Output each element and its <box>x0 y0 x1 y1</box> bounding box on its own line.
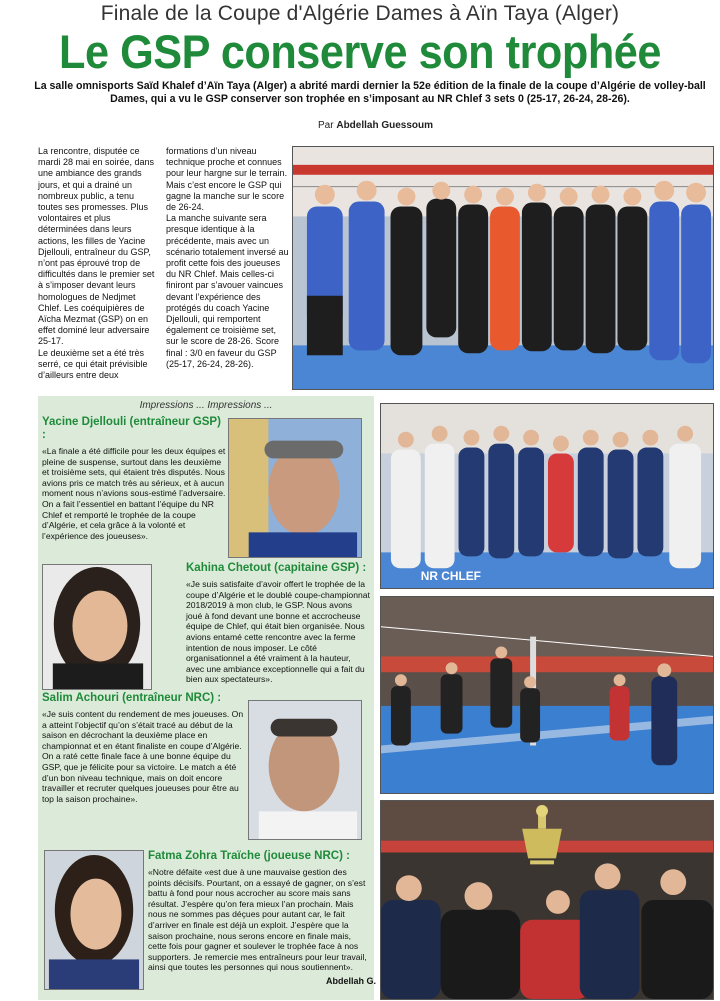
impressions-title: Impressions ... Impressions ... <box>139 400 273 411</box>
quote-block-traiche <box>148 850 372 973</box>
team-photo-gsp <box>292 146 714 390</box>
article-text-col1: La rencontre, disputée ce mardi 28 mai en soirée, dans une ambiance des grands jours, et qui a drainé un nombreux public, a tenu toutes ses promesses. Plus volontaires et plus déterminées dans leurs actions, les filles de Yacine Djellouli, entraîneur du GSP, n’ont pas éprouvé trop de difficultés dans le premier set à s’imposer devant leurs homologues de Nedjmet Chlef. Les coéquipières de Aïcha Mezmat (GSP) on en effet dominé leur adversaire 25-17. Le deuxième set a été très serré, ce qui était prévisible d’ailleurs entre deux <box>38 146 155 381</box>
article-column-2 <box>166 146 290 370</box>
quote-text: «La finale a été difficile pour les deux équipes et pleine de suspense, surtout dans les deuxième et troisième sets, qui étaient très disputés. Nous avions pris ce match très au sérieux, et à aucun moment nous n’avions sous-estimé l’adversaire. On a fait l’essentiel en battant l’équipe du NR Chlef et remporté le trophée de la coupe d’Algérie, et cela grâce à la volonté et l’expérience des joueuses». <box>42 446 226 541</box>
quote-name: Yacine Djellouli (entraîneur GSP) : <box>42 416 221 441</box>
quote-text: «Je suis satisfaite d’avoir offert le trophée de la coupe d’Algérie et le doublé coupe-championnat 2018/2019 à mon club, le GSP. Nous avons joué à fond devant une bonne et accrocheuse équipe de Chlef, qui était bien organisée. Nous avions entamé cette rencontre avec la ferme intention de nous imposer. Le côté organisationnel a été vraiment à la hauteur, avec une ambiance exceptionnelle qui a fait du bien aux spectateurs». <box>186 579 370 685</box>
quote-block-achouri <box>42 692 248 804</box>
quote-block-djellouli <box>42 416 226 541</box>
article-text-col2: formations d’un niveau technique proche et connues pour leur hargne sur le terrain. Mais c’est encore le GSP qui gagne la manche sur le score de 26-24. La manche suivante sera presque identique à la précédente, mais avec un scénario totalement inversé au profit cette fois des joueuses du NR Chlef. Mais celles-ci finiront par s’avouer vaincues devant l’expérience des protégés du coach Yacine Djellouli, qui remportent également ce troisième set, sur le score de 28-26. Score final : 3/0 en faveur du GSP (25-17, 26-24, 28-26). <box>166 146 289 369</box>
quote-text: «Je suis content du rendement de mes joueuses. On a atteint l’objectif qu’on s’était tracé au début de la saison en décrochant la deuxième place en championnat et en étant finaliste en coupe d’Algérie. On a raté cette finale face à une bonne équipe du GSP, que je félicite pour sa victoire. Le match a été d’un bon niveau technique, mais on doit encore travailler et recruter quelques joueuses pour être au top la saison prochaine». <box>42 709 244 804</box>
quote-text: «Notre défaite «est due à une mauvaise gestion des points décisifs. Pourtant, on a essayé de gagner, on s’est battu à fond pour nous accrocher au score mais sans résultat. J’espère qu’on fera mieux l’an prochain. Mais nous ne sommes pas déçues pour autant car, le fait d’arriver en finale est déjà un exploit. J’espère que la saison prochaine, nous serons encore en finale mais, cette fois pour gagner et soulever le trophée face à nos supporters. Je remercie mes entraîneurs pour leur travail, ainsi que toutes les personnes qui nous soutiennent». <box>148 867 367 973</box>
portrait-djellouli <box>228 418 362 558</box>
kicker-title: Finale de la Coupe d'Algérie Dames à Aïn Taya (Alger) <box>100 2 620 25</box>
portrait-chetout <box>42 564 152 690</box>
byline-prefix: Par <box>318 120 334 131</box>
portrait-achouri <box>248 700 362 840</box>
byline-author: Abdellah Guessoum <box>336 120 434 131</box>
team-photo-nr-chlef <box>380 403 714 589</box>
trophy-ceremony-photo <box>380 800 714 1000</box>
quote-block-chetout <box>186 562 370 685</box>
page-title: Le GSP conserve son trophée <box>59 25 661 78</box>
quote-name: Salim Achouri (entraîneur NRC) : <box>42 692 222 704</box>
article-lead: La salle omnisports Saïd Khalef d’Aïn Taya (Alger) a abrité mardi dernier la 52e édition de la finale de la coupe d’Algérie de volley-ball Dames, qui a vu le GSP conserver son trophée en s’imposant au NR Chlef 3 sets 0 (25-17, 26-24, 28-26). <box>34 80 706 105</box>
byline <box>318 120 433 131</box>
quote-name: Kahina Chetout (capitaine GSP) : <box>186 562 367 574</box>
signature: Abdellah G. <box>326 976 377 986</box>
team-banner-text: NR CHLEF <box>420 569 481 584</box>
match-action-photo <box>380 596 714 794</box>
quote-name: Fatma Zohra Traïche (joueuse NRC) : <box>148 850 350 862</box>
article-column-1 <box>38 146 158 381</box>
portrait-traiche <box>44 850 144 990</box>
